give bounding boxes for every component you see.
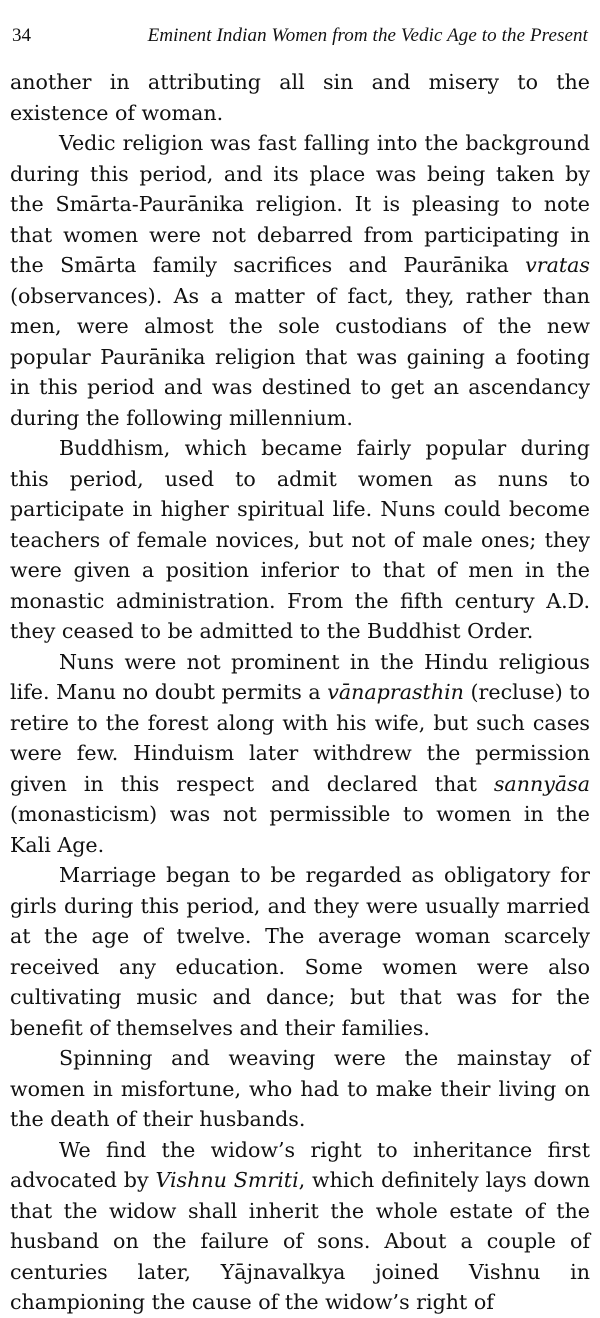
text-run: Vedic religion was fast falling into the background during this period, and its place was being taken by the Smārta-Paurānika religion. It is pleasing to note that women were not debarred from participating in the Smārta family sacrifices and Paurānika <box>10 131 590 277</box>
text-run: another in attributing all sin and misery to the existence of woman. <box>10 70 590 125</box>
text-run: Spinning and weaving were the mainstay of women in misfortune, who had to make their living on the death of their husbands. <box>10 1046 590 1131</box>
running-header <box>10 20 590 52</box>
paragraph <box>10 433 590 647</box>
page-number: 34 <box>12 25 31 46</box>
text-run: We find the widow’s right to inheritance first advocated by <box>10 1137 590 1192</box>
paragraph <box>10 647 590 861</box>
italic-term: sannyāsa <box>493 771 590 796</box>
paragraph <box>10 67 590 128</box>
text-run: , which definitely lays down that the widow shall inherit the whole estate of the husband on the failure of sons. About a couple of centuries later, Yājnavalkya joined Vishnu in championing the cause of the widow’s right of <box>10 1168 590 1314</box>
text-run: (recluse) to retire to the forest along with his wife, but such cases were few. Hinduism later withdrew the permission given in this respect and declared that <box>10 680 590 796</box>
text-run: Marriage began to be regarded as obligatory for girls during this period, and they were usually married at the age of twelve. The average woman scarcely received any education. Some women were also cultivating music and dance; but that was for the benefit of themselves and their families. <box>10 863 590 1040</box>
italic-term: Vishnu Smriti <box>155 1168 299 1192</box>
paragraph <box>10 860 590 1043</box>
text-run: Nuns were not prominent in the Hindu religious life. Manu no doubt permits a <box>10 649 590 704</box>
running-title: Eminent Indian Women from the Vedic Age to the Present <box>147 25 588 46</box>
paragraph <box>10 1135 590 1318</box>
body-text <box>10 67 590 1318</box>
italic-term: vratas <box>525 253 590 277</box>
text-run: (monasticism) was not permissible to women in the Kali Age. <box>10 802 590 857</box>
text-run: Buddhism, which became fairly popular during this period, used to admit women as nuns to participate in higher spiritual life. Nuns could become teachers of female novices, but not of male ones; they were given a position inferior to that of men in the monastic administration. From the fifth century A.D. they ceased to be admitted to the Buddhist Order. <box>10 436 590 643</box>
paragraph <box>10 128 590 433</box>
italic-term: vānaprasthin <box>327 680 464 704</box>
text-run: (observances). As a matter of fact, they, rather than men, were almost the sole custodians of the new popular Paurānika religion that was gaining a footing in this period and was destined to get an ascendancy during the following millennium. <box>10 283 590 430</box>
paragraph <box>10 1043 590 1135</box>
